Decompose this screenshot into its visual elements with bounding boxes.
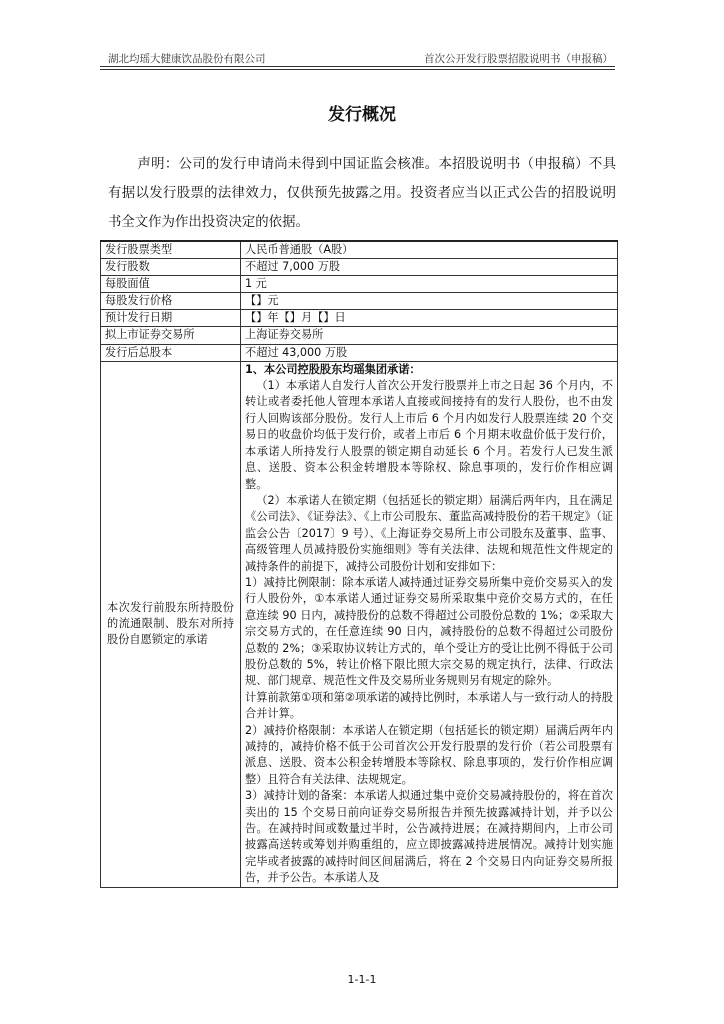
lockup-heading: 1、本公司控股股东均瑶集团承诺：: [245, 362, 421, 376]
table-row: [101, 310, 618, 327]
table-row: [101, 344, 618, 361]
row-label: 拟上市证券交易所: [101, 327, 241, 344]
row-label: 发行后总股本: [101, 344, 241, 361]
lockup-paragraph: 3）减持计划的备案：本承诺人拟通过集中竞价交易减持股份的，将在首次卖出的 15 个交易日前向证券交易所报告并预先披露减持计划，并予以公告。在减持时间或数量过半时，公告减持进展；在减持期间内，上市公司披露高送转或筹划并购重组的，应立即披露减持进展情况。减持计划实施完毕或者披露的减持时间区间届满后，将在 2 个交易日内向证券交易所报告，并予公告。本承诺人及: [245, 789, 613, 885]
row-value: 上海证券交易所: [241, 327, 618, 344]
declaration: [108, 150, 616, 237]
declaration-text: 声明：公司的发行申请尚未得到中国证监会核准。本招股说明书（申报稿）不具有据以发行股票的法律效力，仅供预先披露之用。投资者应当以正式公告的招股说明书全文作为作出投资决定的依据。: [108, 157, 616, 230]
table-row: [101, 327, 618, 344]
header-rule-thin: [100, 69, 615, 70]
row-value: 【】年【】月【】日: [241, 310, 618, 327]
header-rule: [100, 66, 615, 67]
row-value: 1 元: [241, 276, 618, 293]
row-value: 不超过 7,000 万股: [241, 259, 618, 276]
lockup-paragraph: 1）减持比例限制：除本承诺人减持通过证券交易所集中竞价交易买入的发行人股份外，①本承诺人通过证券交易所采取集中竞价交易方式的，在任意连续 90 日内，减持股份的总数不得超过公司股份总数的 1%；②采取大宗交易方式的，在任意连续 90 日内，减持股份的总数不得超过公司股份总数的 2%；③采取协议转让方式的，单个受让方的受让比例不得低于公司股份总数的 5%，转让价格下限比照大宗交易的规定执行，法律、行政法规、部门规章、规范性文件及交易所业务规则另有规定的除外。: [245, 575, 613, 688]
lockup-paragraph: 2）减持价格限制：本承诺人在锁定期（包括延长的锁定期）届满后两年内减持的，减持价格不低于公司首次公开发行股票的发行价（若公司股票有派息、送股、资本公积金转增股本等除权、除息事项的，发行价作相应调整）且符合有关法律、法规规定。: [245, 723, 613, 786]
row-label: 发行股数: [101, 259, 241, 276]
lockup-commitments: [241, 361, 618, 887]
row-value: 不超过 43,000 万股: [241, 344, 618, 361]
row-value: 人民币普通股（A股）: [241, 241, 618, 259]
row-label: 发行股票类型: [101, 241, 241, 259]
row-value: 【】元: [241, 293, 618, 310]
row-label: 每股发行价格: [101, 293, 241, 310]
lockup-paragraph: （2）本承诺人在锁定期（包括延长的锁定期）届满后两年内，且在满足《公司法》、《证券法》、《上市公司股东、董监高减持股份的若干规定》（证监会公告〔2017〕9 号）、《上海证券交易所上市公司股东及董事、监事、高级管理人员减持股份实施细则》等有关法律、法规和规范性文件规定的减持条件的前提下，减持公司股份计划和安排如下：: [245, 493, 613, 573]
table-row-lockup: [101, 361, 618, 887]
row-label: 预计发行日期: [101, 310, 241, 327]
lockup-label: 本次发行前股东所持股份的流通限制、股东对所持股份自愿锁定的承诺: [101, 361, 241, 887]
page-title: 发行概况: [328, 105, 396, 125]
lockup-paragraph: （1）本承诺人自发行人首次公开发行股票并上市之日起 36 个月内，不转让或者委托他人管理本承诺人直接或间接持有的发行人股份，也不由发行人回购该部分股份。发行人上市后 6 个月内如发行人股票连续 20 个交易日的收盘价均低于发行价，或者上市后 6 个月期末收盘价低于发行价，本承诺人所持发行人股票的锁定期自动延长 6 个月。若发行人已发生派息、送股、资本公积金转增股本等除权、除息事项的，发行价作相应调整。: [245, 379, 613, 491]
table-row: [101, 241, 618, 259]
page-number: 1-1-1: [347, 973, 377, 986]
header-document-title: 首次公开发行股票招股说明书（申报稿）: [424, 53, 613, 65]
table-row: [101, 293, 618, 310]
row-label: 每股面值: [101, 276, 241, 293]
header-company: 湖北均瑶大健康饮品股份有限公司: [108, 53, 266, 65]
table-row: [101, 276, 618, 293]
table-row: [101, 259, 618, 276]
lockup-paragraph: 计算前款第①项和第②项承诺的减持比例时，本承诺人与一致行动人的持股合并计算。: [245, 690, 613, 721]
offering-summary-table: [100, 240, 618, 888]
